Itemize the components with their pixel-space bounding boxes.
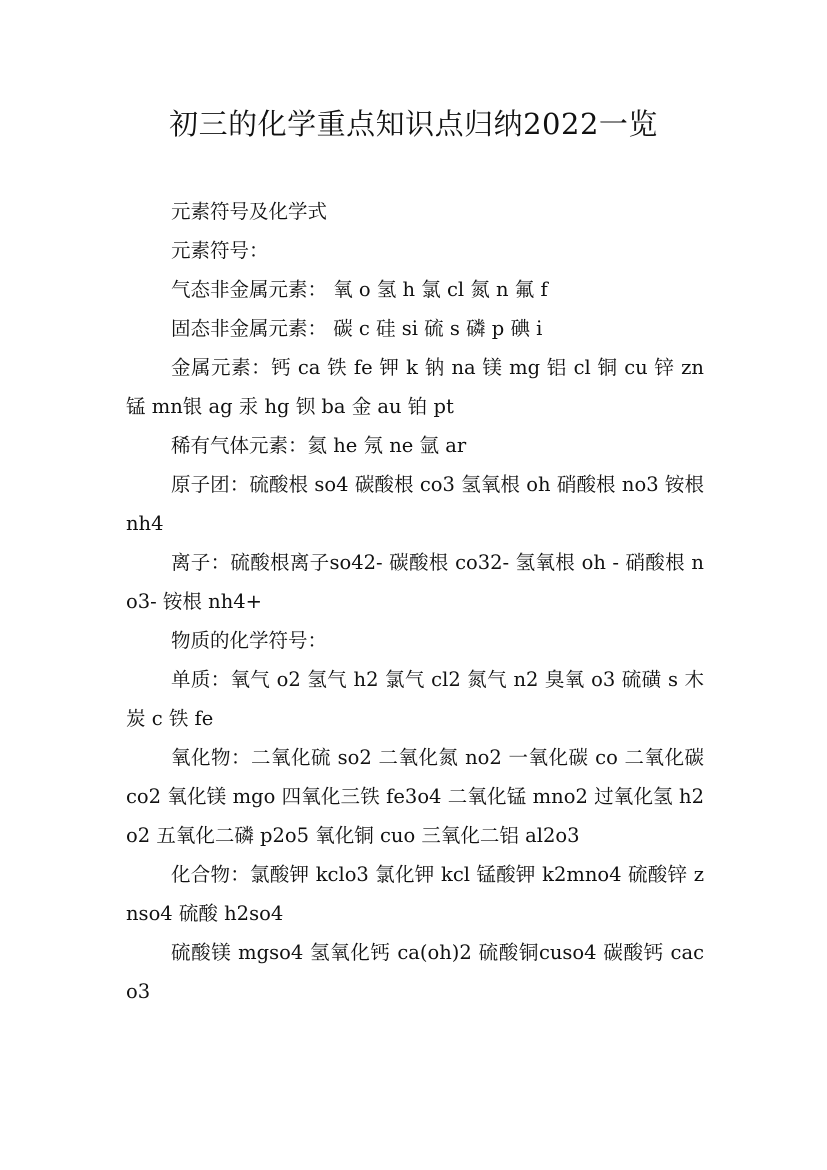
paragraph: 原子团：硫酸根 so4 碳酸根 co3 氢氧根 oh 硝酸根 no3 铵根 nh4 [126,473,704,535]
paragraph: 单质：氧气 o2 氢气 h2 氯气 cl2 氮气 n2 臭氧 o3 硫磺 s 木炭 c 铁 fe [126,668,704,730]
paragraph: 氧化物：二氧化硫 so2 二氧化氮 no2 一氧化碳 co 二氧化碳 co2 氧化镁 mgo 四氧化三铁 fe3o4 二氧化锰 mno2 过氧化氢 h2o2 五氧化二磷 p2o5 氧化铜 cuo 三氧化二铝 al2o3 [126,746,704,847]
paragraph: 物质的化学符号： [171,629,328,652]
paragraph: 硫酸镁 mgso4 氢氧化钙 ca(oh)2 硫酸铜cuso4 碳酸钙 caco3 [126,941,704,1003]
document-body [126,192,704,1011]
paragraph: 金属元素：钙 ca 铁 fe 钾 k 钠 na 镁 mg 铝 cl 铜 cu 锌 zn 锰 mn银 ag 汞 hg 钡 ba 金 au 铂 pt [126,356,704,418]
paragraph: 化合物：氯酸钾 kclo3 氯化钾 kcl 锰酸钾 k2mno4 硫酸锌 znso4 硫酸 h2so4 [126,863,704,925]
paragraph: 元素符号及化学式 [171,200,328,223]
paragraph: 离子：硫酸根离子so42- 碳酸根 co32- 氢氧根 oh - 硝酸根 no3- 铵根 nh4+ [126,551,704,613]
document-title: 初三的化学重点知识点归纳2022一览 [169,107,658,141]
paragraph: 元素符号： [171,239,269,262]
paragraph: 固态非金属元素： 碳 c 硅 si 硫 s 磷 p 碘 i [171,317,543,340]
paragraph: 气态非金属元素： 氧 o 氢 h 氯 cl 氮 n 氟 f [171,278,548,301]
paragraph: 稀有气体元素：氦 he 氖 ne 氩 ar [171,434,467,457]
